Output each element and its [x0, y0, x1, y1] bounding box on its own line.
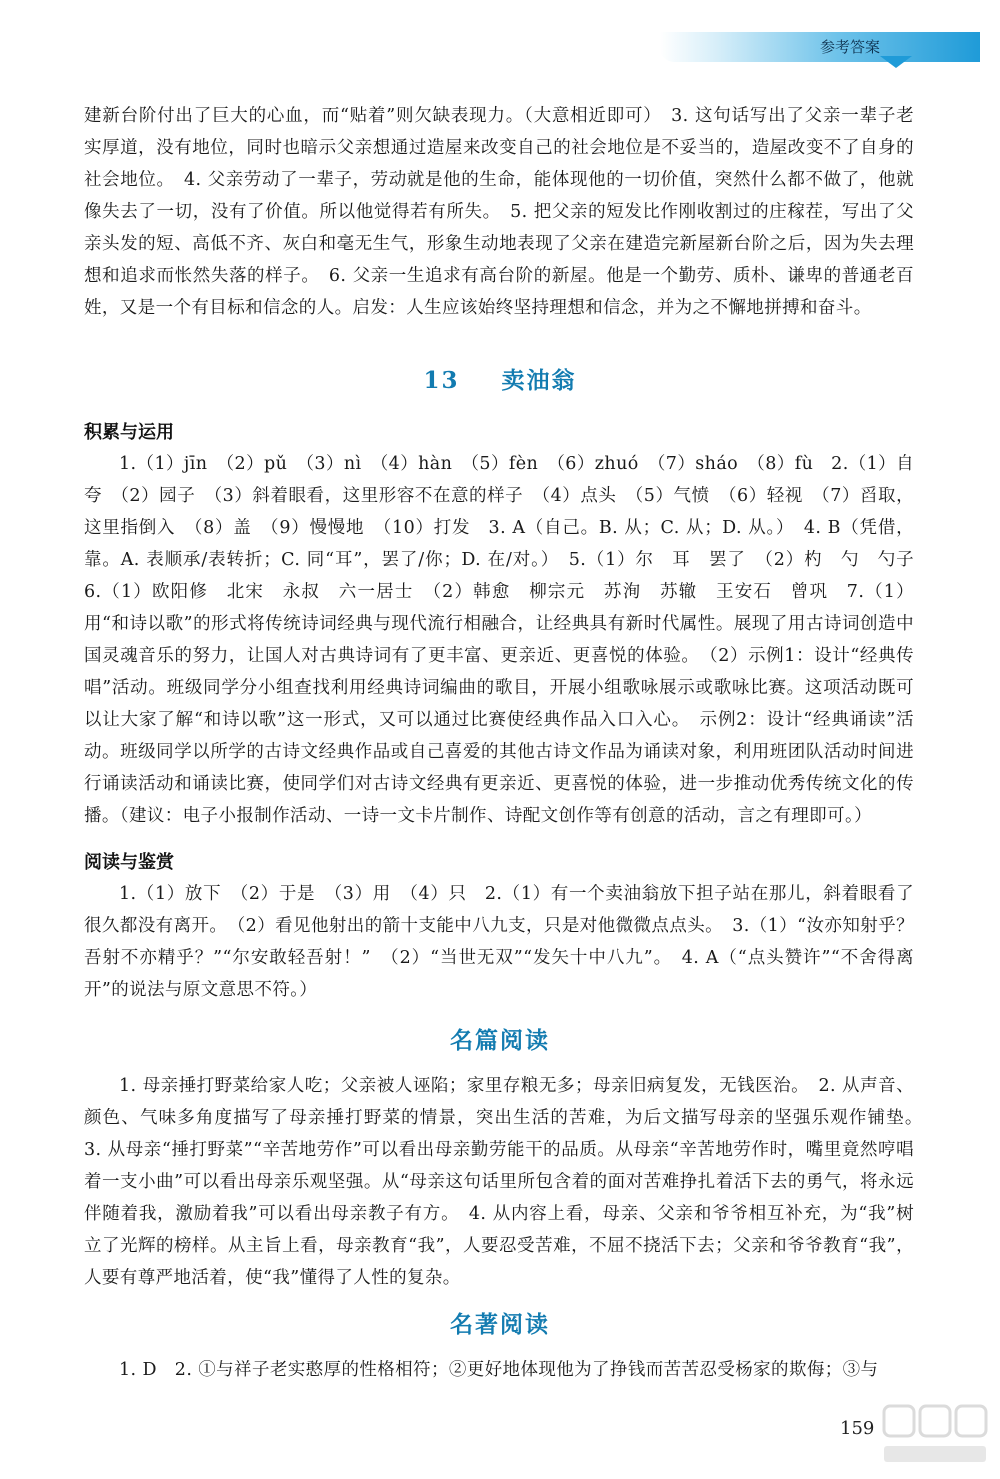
watermark-logo [880, 1400, 990, 1470]
famous-book-title: 名著阅读 [450, 1311, 550, 1338]
famous-article-title: 名篇阅读 [450, 1027, 550, 1054]
famous-book-text: 1. D 2. ①与祥子老实憨厚的性格相符；②更好地体现他为了挣钱而苦苦忍受杨家的欺侮；③与 [119, 1360, 879, 1380]
famous-article-text: 1. 母亲捶打野菜给家人吃；父亲被人诬陷；家里存粮无多；母亲旧病复发，无钱医治。 2. 从声音、颜色、气味多角度描写了母亲捶打野菜的情景，突出生活的苦难，为后文描写母亲的坚强乐观作铺垫。 3. 从母亲“捶打野菜”“辛苦地劳作”可以看出母亲勤劳能干的品质。从母亲“辛苦地劳作时，嘴里竟然哼唱着一支小曲”可以看出母亲乐观坚强。从“母亲这句话里所包含着的面对苦难挣扎着活下去的勇气，将永远伴随着我，激励着我”可以看出母亲教子有方。 4. 从内容上看，母亲、父亲和爷爷相互补充，为“我”树立了光辉的榜样。从主旨上看，母亲教育“我”，人要忍受苦难，不屈不挠活下去；父亲和爷爷教育“我”，人要有尊严地活着，使“我”懂得了人性的复杂。 [84, 1076, 932, 1288]
accumulation-heading: 积累与运用 [84, 422, 174, 443]
reading-heading: 阅读与鉴赏 [84, 852, 174, 873]
lesson-number: 13 [423, 367, 460, 394]
lesson-title [0, 362, 1000, 395]
page-number: 159 [840, 1418, 875, 1439]
header-banner-tail [880, 56, 912, 68]
lesson-name: 卖油翁 [501, 367, 577, 394]
reading-text: 1.（1）放下 （2）于是 （3）用 （4）只 2.（1）有一个卖油翁放下担子站在那儿，斜着眼看了很久都没有离开。 （2）看见他射出的箭十支能中八九支，只是对他微微点点头。 3.（1）“汝亦知射乎？吾射不亦精乎？”“尔安敢轻吾射！” （2）“当世无双”“发矢十中八九”。 4. A（“点头赞许”“不舍得离开”的说法与原文意思不符。） [84, 884, 914, 1000]
intro-paragraph: 建新台阶付出了巨大的心血，而“贴着”则欠缺表现力。（大意相近即可） 3. 这句话写出了父亲一辈子老实厚道，没有地位，同时也暗示父亲想通过造屋来改变自己的社会地位是不妥当的，造屋改变不了自身的社会地位。 4. 父亲劳动了一辈子，劳动就是他的生命，能体现他的一切价值，突然什么都不做了，他就像失去了一切，没有了价值。所以他觉得若有所失。 5. 把父亲的短发比作刚收割过的庄稼茬，写出了父亲头发的短、高低不齐、灰白和毫无生气，形象生动地表现了父亲在建造完新屋新台阶之后，因为失去理想和追求而怅然失落的样子。 6. 父亲一生追求有高台阶的新屋。他是一个勤劳、质朴、谦卑的普通老百姓，又是一个有目标和信念的人。启发：人生应该始终坚持理想和信念，并为之不懈地拼搏和奋斗。 [84, 106, 914, 318]
accumulation-text: 1.（1）jīn （2）pǔ （3）nì （4）hàn （5）fèn （6）zhuó （7）sháo （8）fù 2.（1）自夸 （2）园子 （3）斜着眼看，这里形容不在意的样子 （4）点头 （5）气愤 （6）轻视 （7）舀取，这里指倒入 （8）盖 （9）慢慢地 （10）打发 3. A（自己。B. 从；C. 从；D. 从。） 4. B（凭借，靠。A. 表顺承/表转折；C. 同“耳”，罢了/你；D. 在/对。） 5.（1）尔 耳 罢了 （2）杓 勺 勺子 6.（1）欧阳修 北宋 永叔 六一居士 （2）韩愈 柳宗元 苏洵 苏辙 王安石 曾巩 7.（1）用“和诗以歌”的形式将传统诗词经典与现代流行相融合，让经典具有新时代属性。展现了用古诗词创造中国灵魂音乐的努力，让国人对古典诗词有了更丰富、更亲近、更喜悦的体验。 （2）示例1：设计“经典传唱”活动。班级同学分小组查找利用经典诗词编曲的歌目，开展小组歌咏展示或歌咏比赛。这项活动既可以让大家了解“和诗以歌”这一形式，又可以通过比赛使经典作品入口入心。 示例2：设计“经典诵读”活动。班级同学以所学的古诗文经典作品或自己喜爱的其他古诗文作品为诵读对象，利用班团队活动时间进行诵读活动和诵读比赛，使同学们对古诗文经典有更亲近、更喜悦的体验，进一步推动优秀传统文化的传播。（建议：电子小报制作活动、一诗一文卡片制作、诗配文创作等有创意的活动，言之有理即可。） [84, 454, 932, 826]
header-label: 参考答案 [819, 38, 880, 56]
